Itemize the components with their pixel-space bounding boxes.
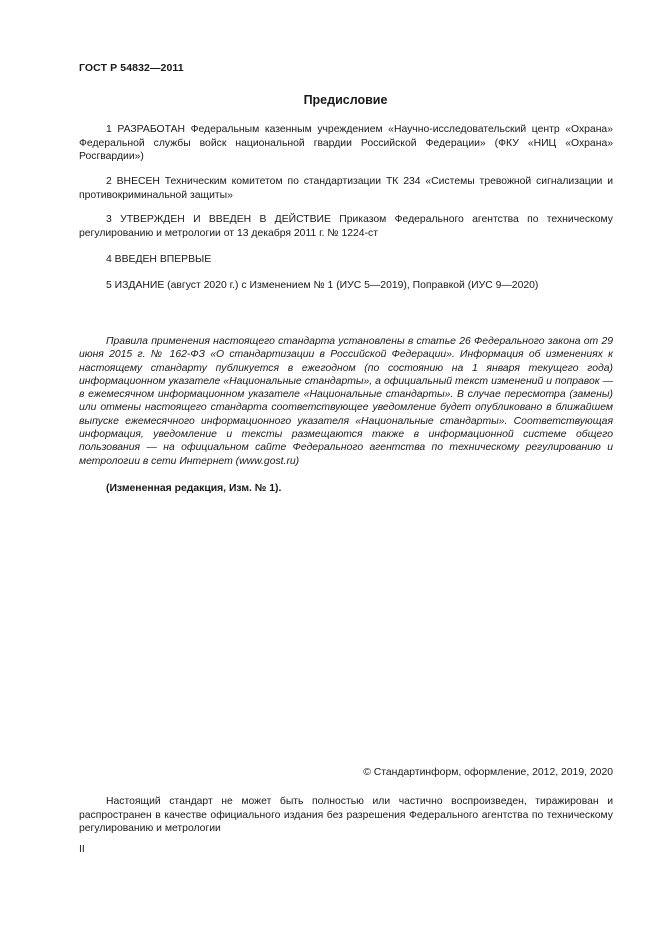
copyright-line: © Стандартинформ, оформление, 2012, 2019, 2020 [363,767,613,778]
preface-item-3: 3 УТВЕРЖДЕН И ВВЕДЕН В ДЕЙСТВИЕ Приказом Федерального агентства по техническому регулированию и метрологии от 13 декабря 2011 г. № 1224-ст [79,214,613,239]
preface-item-1: 1 РАЗРАБОТАН Федеральным казенным учреждением «Научно-исследовательский центр «Охрана» Федеральной службы войск национальной гвардии Российской Федерации» (ФКУ «НИЦ «Охрана» Росгвардии») [79,124,613,162]
preface-item-4: 4 ВВЕДЕН ВПЕРВЫЕ [106,254,212,265]
application-rules-notice: Правила применения настоящего стандарта установлены в статье 26 Федерального закона от 29 июня 2015 г. № 162-ФЗ «О стандартизации в Российской Федерации». Информация об изменениях к настоящему стандарту публикуется в ежегодном (по состоянию на 1 января текущего года) информационном указателе «Национальные стандарты», а официальный текст изменений и поправок — в ежемесячном информационном указателе «Национальные стандарты». В случае пересмотра (замены) или отмены настоящего стандарта соответствующее уведомление будет опубликовано в ближайшем выпуске ежемесячного информационного указателя «Национальные стандарты». Соответствующая информация, уведомление и тексты размещаются также в информационной системе общего пользования — на официальном сайте Федерального агентства по техническому регулированию и метрологии в сети Интернет (www.gost.ru) [79,336,613,467]
amendment-note: (Измененная редакция, Изм. № 1). [106,483,282,494]
preface-item-2: 2 ВНЕСЕН Техническим комитетом по стандартизации ТК 234 «Системы тревожной сигнализации и противокриминальной защиты» [79,176,613,201]
standard-code-header: ГОСТ Р 54832—2011 [79,62,184,74]
page-number: II [79,844,85,855]
page-title: Предисловие [303,93,388,107]
reproduction-notice: Настоящий стандарт не может быть полностью или частично воспроизведен, тиражирован и распространен в качестве официального издания без разрешения Федерального агентства по техническому регулированию и метрологии [79,796,613,834]
preface-item-5: 5 ИЗДАНИЕ (август 2020 г.) с Изменением № 1 (ИУС 5—2019), Поправкой (ИУС 9—2020) [106,280,539,291]
